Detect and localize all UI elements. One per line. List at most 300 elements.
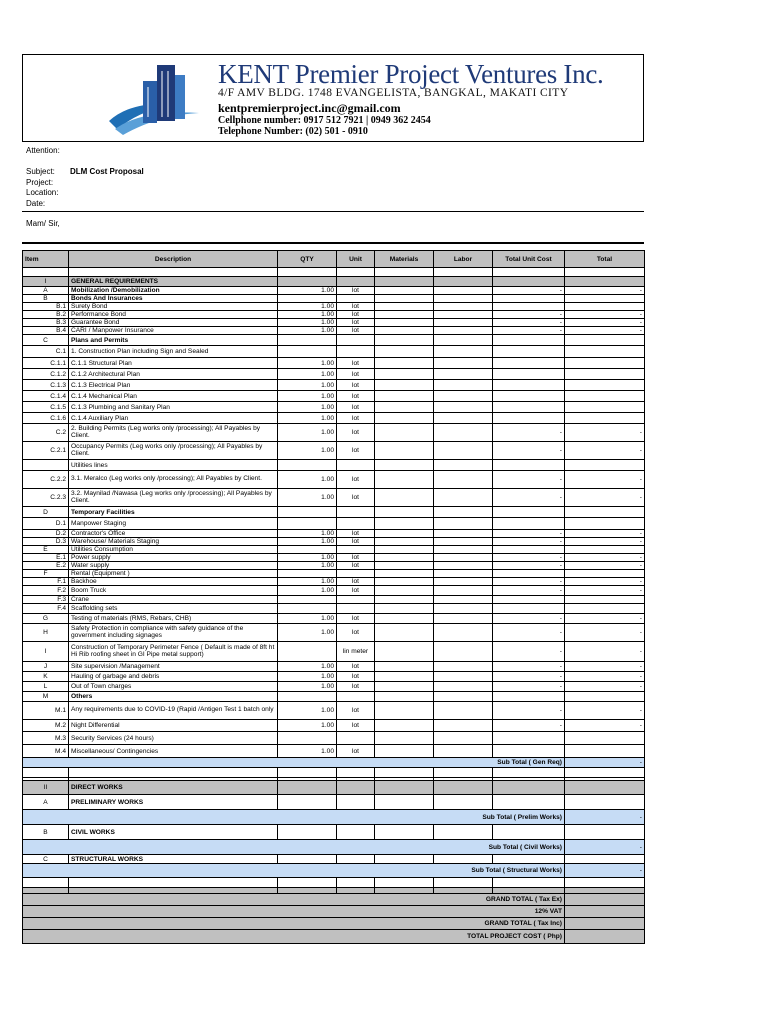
total-label: Sub Total ( Prelim Works) — [23, 810, 565, 825]
item-cell: C — [23, 855, 69, 864]
total-unit-cost-cell: - — [493, 624, 565, 642]
total-label: GRAND TOTAL ( Tax Ex) — [23, 894, 565, 906]
description-cell: 2. Building Permits (Leg works only /processing); All Payables by Client. — [69, 424, 278, 442]
labor-cell — [434, 369, 493, 380]
qty-cell: 1.00 — [278, 303, 337, 311]
total-cell: - — [565, 424, 645, 442]
total-row — [23, 906, 645, 918]
table-row — [23, 369, 645, 380]
qty-cell: 1.00 — [278, 369, 337, 380]
materials-cell — [375, 682, 434, 692]
total-cell: - — [565, 614, 645, 624]
materials-cell — [375, 311, 434, 319]
column-header: Item — [23, 251, 69, 268]
labor-cell — [434, 327, 493, 335]
unit-cell: lot — [337, 578, 375, 586]
description-cell: STRUCTURAL WORKS — [69, 855, 278, 864]
empty-cell — [337, 268, 375, 277]
letterhead — [22, 54, 644, 142]
item-cell: C.1.2 — [23, 369, 69, 380]
materials-cell — [375, 554, 434, 562]
materials-cell — [375, 745, 434, 758]
materials-cell — [375, 369, 434, 380]
total-cell — [565, 413, 645, 424]
description-cell: Surety Bond — [69, 303, 278, 311]
total-unit-cost-cell — [493, 855, 565, 864]
total-unit-cost-cell — [493, 825, 565, 840]
materials-cell — [375, 518, 434, 530]
materials-cell — [375, 530, 434, 538]
item-cell: B — [23, 825, 69, 840]
labor-cell — [434, 855, 493, 864]
total-unit-cost-cell: - — [493, 672, 565, 682]
description-cell: PRELIMINARY WORKS — [69, 795, 278, 810]
labor-cell — [434, 442, 493, 460]
item-cell: C.1.1 — [23, 358, 69, 369]
unit-cell — [337, 855, 375, 864]
column-header: Total — [565, 251, 645, 268]
materials-cell — [375, 303, 434, 311]
total-cell: - — [565, 586, 645, 596]
empty-cell — [23, 878, 69, 888]
salutation: Mam/ Sir, — [26, 219, 60, 228]
materials-cell — [375, 380, 434, 391]
qty-cell — [278, 642, 337, 662]
column-header: Materials — [375, 251, 434, 268]
item-cell: I — [23, 277, 69, 287]
total-cell: - — [565, 662, 645, 672]
description-cell: Performance Bond — [69, 311, 278, 319]
table-row — [23, 642, 645, 662]
unit-cell — [337, 825, 375, 840]
labor-cell — [434, 380, 493, 391]
column-header: Unit — [337, 251, 375, 268]
unit-cell — [337, 604, 375, 614]
date-label: Date: — [26, 199, 46, 208]
item-cell: C.2.2 — [23, 471, 69, 489]
description-cell: Others — [69, 692, 278, 702]
empty-cell — [375, 268, 434, 277]
table-row — [23, 346, 645, 358]
unit-cell: lot — [337, 380, 375, 391]
table-row — [23, 702, 645, 720]
unit-cell: lot — [337, 614, 375, 624]
divider — [22, 242, 644, 244]
description-cell: Construction of Temporary Perimeter Fence ( Default is made of 8ft ht Hi Rib roofing sheet in GI Pipe metal support) — [69, 642, 278, 662]
item-cell: G — [23, 614, 69, 624]
unit-cell — [337, 692, 375, 702]
total-cell: - — [565, 530, 645, 538]
materials-cell — [375, 855, 434, 864]
total-unit-cost-cell: - — [493, 562, 565, 570]
total-cell: - — [565, 471, 645, 489]
total-cell — [565, 295, 645, 303]
table-row — [23, 471, 645, 489]
unit-cell: lot — [337, 554, 375, 562]
total-cell — [565, 604, 645, 614]
item-cell: D.1 — [23, 518, 69, 530]
item-cell: D.2 — [23, 530, 69, 538]
item-cell: C — [23, 335, 69, 346]
labor-cell — [434, 471, 493, 489]
total-cell: - — [565, 319, 645, 327]
total-value — [565, 906, 645, 918]
description-cell: GENERAL REQUIREMENTS — [69, 277, 278, 287]
total-unit-cost-cell: - — [493, 642, 565, 662]
materials-cell — [375, 624, 434, 642]
empty-cell — [23, 268, 69, 277]
qty-cell — [278, 596, 337, 604]
item-cell: M.1 — [23, 702, 69, 720]
description-cell: Safety Protection in compliance with safety guidance of the government including signages — [69, 624, 278, 642]
qty-cell: 1.00 — [278, 682, 337, 692]
materials-cell — [375, 732, 434, 745]
materials-cell — [375, 471, 434, 489]
empty-cell — [493, 768, 565, 778]
total-cell: - — [565, 489, 645, 507]
labor-cell — [434, 303, 493, 311]
empty-cell — [337, 878, 375, 888]
labor-cell — [434, 702, 493, 720]
labor-cell — [434, 596, 493, 604]
unit-cell: lot — [337, 402, 375, 413]
materials-cell — [375, 825, 434, 840]
qty-cell: 1.00 — [278, 380, 337, 391]
unit-cell — [337, 546, 375, 554]
total-unit-cost-cell — [493, 570, 565, 578]
total-cell: - — [565, 538, 645, 546]
empty-cell — [278, 268, 337, 277]
unit-cell: lot — [337, 702, 375, 720]
materials-cell — [375, 586, 434, 596]
materials-cell — [375, 489, 434, 507]
total-label: Sub Total ( Structural Works) — [23, 864, 565, 878]
divider — [22, 211, 644, 212]
qty-cell: 1.00 — [278, 578, 337, 586]
total-cell — [565, 570, 645, 578]
total-unit-cost-cell — [493, 380, 565, 391]
description-cell: Water supply — [69, 562, 278, 570]
materials-cell — [375, 546, 434, 554]
unit-cell — [337, 335, 375, 346]
table-row — [23, 662, 645, 672]
total-unit-cost-cell: - — [493, 442, 565, 460]
materials-cell — [375, 562, 434, 570]
total-row — [23, 930, 645, 944]
total-unit-cost-cell: - — [493, 614, 565, 624]
cost-table — [22, 250, 645, 944]
item-cell: II — [23, 781, 69, 795]
total-cell — [565, 369, 645, 380]
item-cell: B.1 — [23, 303, 69, 311]
total-unit-cost-cell — [493, 546, 565, 554]
spacer-row — [23, 768, 645, 778]
unit-cell — [337, 732, 375, 745]
total-cell — [565, 692, 645, 702]
empty-cell — [69, 878, 278, 888]
description-cell: Utilities Consumption — [69, 546, 278, 554]
labor-cell — [434, 277, 493, 287]
materials-cell — [375, 319, 434, 327]
total-cell — [565, 380, 645, 391]
labor-cell — [434, 624, 493, 642]
unit-cell: lot — [337, 327, 375, 335]
table-row — [23, 604, 645, 614]
qty-cell: 1.00 — [278, 562, 337, 570]
materials-cell — [375, 538, 434, 546]
total-unit-cost-cell: - — [493, 586, 565, 596]
unit-cell: lot — [337, 624, 375, 642]
qty-cell: 1.00 — [278, 358, 337, 369]
materials-cell — [375, 702, 434, 720]
unit-cell — [337, 346, 375, 358]
total-cell: - — [565, 554, 645, 562]
table-row — [23, 327, 645, 335]
materials-cell — [375, 507, 434, 518]
total-cell — [565, 855, 645, 864]
labor-cell — [434, 825, 493, 840]
materials-cell — [375, 672, 434, 682]
item-cell: C.1.6 — [23, 413, 69, 424]
description-cell: C.1.4 Auxiliary Plan — [69, 413, 278, 424]
building-logo-icon — [103, 59, 213, 139]
qty-cell — [278, 855, 337, 864]
total-cell — [565, 358, 645, 369]
unit-cell: lot — [337, 442, 375, 460]
total-unit-cost-cell — [493, 795, 565, 810]
table-row — [23, 586, 645, 596]
unit-cell: lot — [337, 586, 375, 596]
total-unit-cost-cell — [493, 402, 565, 413]
qty-cell: 1.00 — [278, 662, 337, 672]
total-label: GRAND TOTAL ( Tax Inc) — [23, 918, 565, 930]
section-row — [23, 277, 645, 287]
table-row — [23, 855, 645, 864]
total-cell — [565, 781, 645, 795]
description-cell: C.1.1 Structural Plan — [69, 358, 278, 369]
column-header: Total Unit Cost — [493, 251, 565, 268]
total-cell — [565, 335, 645, 346]
table-row — [23, 825, 645, 840]
labor-cell — [434, 720, 493, 732]
table-row — [23, 554, 645, 562]
description-cell: CIVIL WORKS — [69, 825, 278, 840]
project-label: Project: — [26, 178, 54, 187]
description-cell: Scaffolding sets — [69, 604, 278, 614]
item-cell: M.2 — [23, 720, 69, 732]
qty-cell: 1.00 — [278, 489, 337, 507]
table-row — [23, 530, 645, 538]
empty-cell — [565, 768, 645, 778]
total-cell: - — [565, 287, 645, 295]
total-cell — [565, 402, 645, 413]
labor-cell — [434, 530, 493, 538]
total-unit-cost-cell: - — [493, 682, 565, 692]
description-cell: Temporary Facilities — [69, 507, 278, 518]
qty-cell: 1.00 — [278, 614, 337, 624]
qty-cell — [278, 781, 337, 795]
item-cell: D — [23, 507, 69, 518]
total-unit-cost-cell: - — [493, 319, 565, 327]
table-row — [23, 596, 645, 604]
qty-cell: 1.00 — [278, 720, 337, 732]
total-cell: - — [565, 311, 645, 319]
labor-cell — [434, 642, 493, 662]
qty-cell — [278, 335, 337, 346]
description-cell: Any requirements due to COVID-19 (Rapid /Antigen Test 1 batch only — [69, 702, 278, 720]
table-row — [23, 546, 645, 554]
total-cell: - — [565, 672, 645, 682]
unit-cell: lot — [337, 287, 375, 295]
item-cell: C.1 — [23, 346, 69, 358]
company-address: 4/F AMV BLDG. 1748 EVANGELISTA, BANGKAL, MAKATI CITY — [218, 87, 569, 99]
total-value — [565, 930, 645, 944]
table-row — [23, 335, 645, 346]
labor-cell — [434, 489, 493, 507]
item-cell: A — [23, 287, 69, 295]
qty-cell: 1.00 — [278, 327, 337, 335]
total-value — [565, 918, 645, 930]
total-unit-cost-cell: - — [493, 554, 565, 562]
materials-cell — [375, 642, 434, 662]
empty-cell — [375, 878, 434, 888]
empty-cell — [375, 768, 434, 778]
table-row — [23, 303, 645, 311]
description-cell: Night Differential — [69, 720, 278, 732]
labor-cell — [434, 311, 493, 319]
total-cell — [565, 507, 645, 518]
qty-cell: 1.00 — [278, 530, 337, 538]
total-unit-cost-cell — [493, 732, 565, 745]
item-cell: F — [23, 570, 69, 578]
table-row — [23, 562, 645, 570]
item-cell: M.3 — [23, 732, 69, 745]
total-unit-cost-cell: - — [493, 424, 565, 442]
company-name: KENT Premier Project Ventures Inc. — [218, 59, 604, 89]
labor-cell — [434, 682, 493, 692]
materials-cell — [375, 614, 434, 624]
description-cell: Warehouse/ Materials Staging — [69, 538, 278, 546]
qty-cell — [278, 346, 337, 358]
description-cell: 3.1. Meralco (Leg works only /processing); All Payables by Client. — [69, 471, 278, 489]
item-cell: E.2 — [23, 562, 69, 570]
unit-cell: lot — [337, 369, 375, 380]
unit-cell: lot — [337, 303, 375, 311]
labor-cell — [434, 538, 493, 546]
materials-cell — [375, 781, 434, 795]
labor-cell — [434, 335, 493, 346]
subject-value: DLM Cost Proposal — [70, 167, 144, 176]
description-cell: Occupancy Permits (Leg works only /processing); All Payables by Client. — [69, 442, 278, 460]
table-row — [23, 295, 645, 303]
item-cell: I — [23, 642, 69, 662]
labor-cell — [434, 614, 493, 624]
table-row — [23, 538, 645, 546]
labor-cell — [434, 546, 493, 554]
qty-cell — [278, 546, 337, 554]
table-row — [23, 720, 645, 732]
unit-cell: lot — [337, 538, 375, 546]
qty-cell — [278, 825, 337, 840]
unit-cell: lot — [337, 562, 375, 570]
description-cell: Guarantee Bond — [69, 319, 278, 327]
description-cell: Testing of materials (RMS, Rebars, CHB) — [69, 614, 278, 624]
total-unit-cost-cell — [493, 303, 565, 311]
materials-cell — [375, 295, 434, 303]
section-row — [23, 781, 645, 795]
description-cell: C.1.4 Mechanical Plan — [69, 391, 278, 402]
qty-cell: 1.00 — [278, 538, 337, 546]
item-cell: E — [23, 546, 69, 554]
table-row — [23, 311, 645, 319]
total-unit-cost-cell — [493, 369, 565, 380]
labor-cell — [434, 424, 493, 442]
item-cell: C.2.3 — [23, 489, 69, 507]
empty-cell — [434, 878, 493, 888]
item-cell: F.4 — [23, 604, 69, 614]
empty-cell — [69, 268, 278, 277]
total-cell: - — [565, 642, 645, 662]
description-cell: Power supply — [69, 554, 278, 562]
table-row — [23, 287, 645, 295]
description-cell: Out of Town charges — [69, 682, 278, 692]
qty-cell: 1.00 — [278, 424, 337, 442]
labor-cell — [434, 745, 493, 758]
materials-cell — [375, 720, 434, 732]
table-row — [23, 732, 645, 745]
materials-cell — [375, 795, 434, 810]
telephone-number: Telephone Number: (02) 501 - 0910 — [218, 126, 368, 137]
total-unit-cost-cell — [493, 604, 565, 614]
total-unit-cost-cell — [493, 460, 565, 471]
total-unit-cost-cell — [493, 413, 565, 424]
labor-cell — [434, 662, 493, 672]
empty-cell — [434, 268, 493, 277]
materials-cell — [375, 570, 434, 578]
description-cell: DIRECT WORKS — [69, 781, 278, 795]
item-cell: C.1.4 — [23, 391, 69, 402]
qty-cell: 1.00 — [278, 311, 337, 319]
description-cell: Hauling of garbage and debris — [69, 672, 278, 682]
materials-cell — [375, 692, 434, 702]
materials-cell — [375, 604, 434, 614]
table-row — [23, 614, 645, 624]
table-row — [23, 672, 645, 682]
item-cell: M — [23, 692, 69, 702]
table-row — [23, 624, 645, 642]
materials-cell — [375, 335, 434, 346]
qty-cell: 1.00 — [278, 413, 337, 424]
total-cell — [565, 460, 645, 471]
total-cell: - — [565, 562, 645, 570]
qty-cell — [278, 732, 337, 745]
empty-cell — [337, 768, 375, 778]
total-unit-cost-cell: - — [493, 530, 565, 538]
description-cell: Site supervision /Management — [69, 662, 278, 672]
qty-cell: 1.00 — [278, 745, 337, 758]
total-unit-cost-cell — [493, 335, 565, 346]
item-cell: M.4 — [23, 745, 69, 758]
qty-cell — [278, 604, 337, 614]
labor-cell — [434, 358, 493, 369]
labor-cell — [434, 781, 493, 795]
total-cell: - — [565, 442, 645, 460]
empty-cell — [69, 768, 278, 778]
total-unit-cost-cell — [493, 781, 565, 795]
table-row — [23, 391, 645, 402]
total-cell: - — [565, 720, 645, 732]
unit-cell — [337, 518, 375, 530]
